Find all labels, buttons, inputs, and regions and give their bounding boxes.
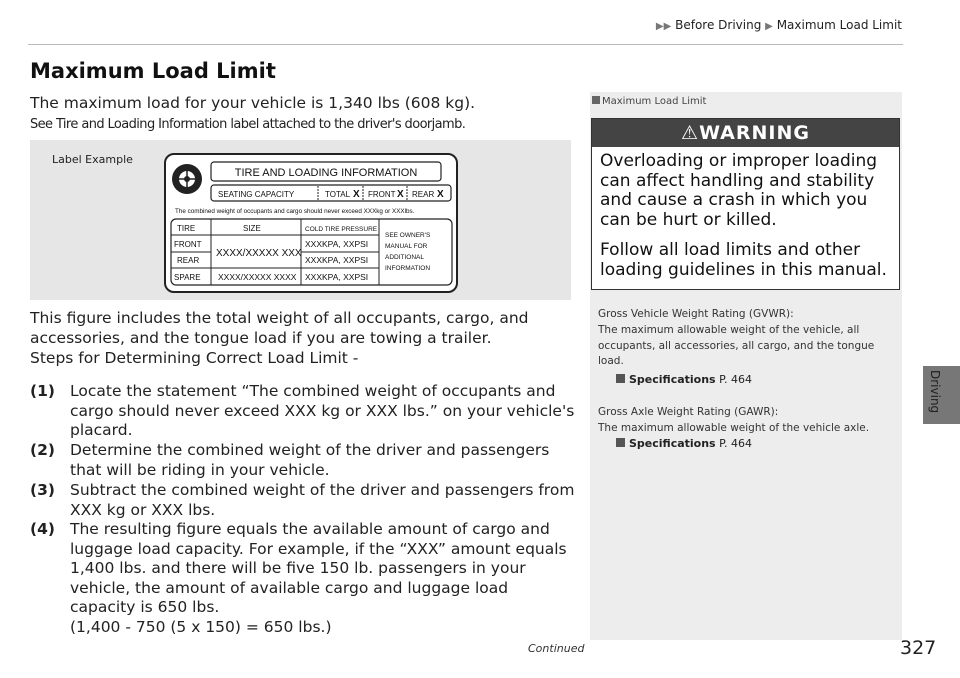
spare-size-value: XXXX/XXXXX XXXX [218, 272, 297, 282]
total-label: TOTAL [325, 190, 351, 199]
breadcrumb-part-2[interactable]: Maximum Load Limit [776, 18, 902, 32]
seating-capacity-label: SEATING CAPACITY [218, 190, 295, 199]
figure-caption: Label Example [52, 153, 133, 166]
step-number: (4) [30, 520, 55, 538]
step-number: (1) [30, 382, 55, 400]
step-item [30, 441, 575, 480]
label-title: TIRE AND LOADING INFORMATION [234, 167, 418, 179]
step-item [30, 520, 575, 618]
ref-label: Specifications [629, 373, 716, 386]
ref-page: P. 464 [719, 437, 753, 450]
row-spare: SPARE [174, 273, 201, 282]
breadcrumb-part-1[interactable]: Before Driving [675, 18, 762, 32]
step-text: The resulting figure equals the available amount of cargo and luggage load capacity. For example, if the “XXX” amount equals 1,400 lbs. and there will be five 150 lb. passengers in your vehicle, the amount of available cargo and luggage load capacity is 650 lbs. [70, 520, 567, 616]
rear-label: REAR [412, 190, 435, 199]
intro-note: See Tire and Loading Information label attached to the driver's doorjamb. [30, 117, 466, 132]
tire-icon [172, 164, 202, 194]
breadcrumb-arrow-icon: ▶▶ [655, 21, 672, 32]
warning-title: WARNING [699, 122, 810, 144]
front-pressure: XXXKPA, XXPSI [305, 239, 369, 249]
spare-pressure: XXXKPA, XXPSI [305, 272, 369, 282]
warning-text [600, 152, 895, 280]
see-manual-line-1: SEE OWNER'S [385, 232, 431, 239]
step-item [30, 382, 575, 441]
front-label: FRONT [368, 190, 396, 199]
specifications-link[interactable] [616, 437, 752, 450]
ref-page: P. 464 [719, 373, 753, 386]
see-manual-line-3: ADDITIONAL [385, 254, 425, 261]
gvwr-text: The maximum allowable weight of the vehicle, all occupants, all accessories, all cargo, and the tongue load. [598, 324, 875, 367]
see-manual-line-2: MANUAL FOR [385, 243, 428, 250]
row-rear: REAR [177, 256, 200, 265]
gawr-text: The maximum allowable weight of the vehicle axle. [598, 422, 870, 434]
size-value: XXXX/XXXXX XXX [216, 248, 302, 259]
col-tire: TIRE [177, 224, 196, 233]
figure-description-2: accessories, and the tongue load if you are towing a trailer. [30, 329, 492, 347]
gawr-title: Gross Axle Weight Rating (GAWR): [598, 406, 779, 418]
page-number: 327 [900, 637, 937, 659]
step-text: Subtract the combined weight of the driver and passengers from XXX kg or XXX lbs. [70, 481, 575, 519]
sidebar-heading-text: Maximum Load Limit [602, 96, 707, 107]
step-text: Locate the statement “The combined weight of occupants and cargo should never exceed XXX kg or XXX lbs.” on your vehicle's placard. [70, 382, 575, 439]
section-tab-label: Driving [928, 370, 942, 414]
warning-triangle-icon: ⚠ [681, 122, 700, 144]
see-manual-line-4: INFORMATION [385, 265, 431, 272]
rear-value: X [437, 189, 444, 200]
col-size: SIZE [243, 224, 261, 233]
step-item [30, 481, 575, 520]
breadcrumb-arrow-icon: ▶ [765, 21, 773, 32]
specifications-link[interactable] [616, 373, 752, 386]
sidebar-heading [592, 96, 706, 107]
step-number: (3) [30, 481, 55, 499]
gvwr-title: Gross Vehicle Weight Rating (GVWR): [598, 308, 794, 320]
step-text: Determine the combined weight of the driver and passengers that will be riding in your vehicle. [70, 441, 550, 479]
reference-icon [616, 374, 625, 383]
tire-loading-label [163, 152, 459, 294]
col-pressure: COLD TIRE PRESSURE [305, 226, 378, 233]
row-front: FRONT [174, 240, 202, 249]
breadcrumb [656, 18, 902, 32]
page-title: Maximum Load Limit [30, 59, 276, 83]
continued-label: Continued [528, 642, 585, 655]
warning-header [592, 119, 899, 147]
rear-pressure: XXXKPA, XXPSI [305, 255, 369, 265]
step-number: (2) [30, 441, 55, 459]
combined-weight-note: The combined weight of occupants and cargo should never exceed XXXkg or XXXlbs. [175, 208, 415, 215]
total-value: X [353, 189, 360, 200]
header-divider [28, 44, 903, 45]
warning-paragraph-2: Follow all load limits and other loading guidelines in this manual. [600, 240, 887, 280]
steps-heading: Steps for Determining Correct Load Limit - [30, 349, 359, 367]
ref-label: Specifications [629, 437, 716, 450]
warning-paragraph-1: Overloading or improper loading can affect handling and stability and cause a crash in which you can be hurt or killed. [600, 151, 878, 230]
formula: (1,400 - 750 (5 x 150) = 650 lbs.) [70, 618, 332, 636]
figure-description-1: This figure includes the total weight of all occupants, cargo, and [30, 309, 529, 327]
note-icon [592, 96, 600, 104]
intro-text: The maximum load for your vehicle is 1,340 lbs (608 kg). [30, 94, 476, 112]
reference-icon [616, 438, 625, 447]
front-value: X [397, 189, 404, 200]
